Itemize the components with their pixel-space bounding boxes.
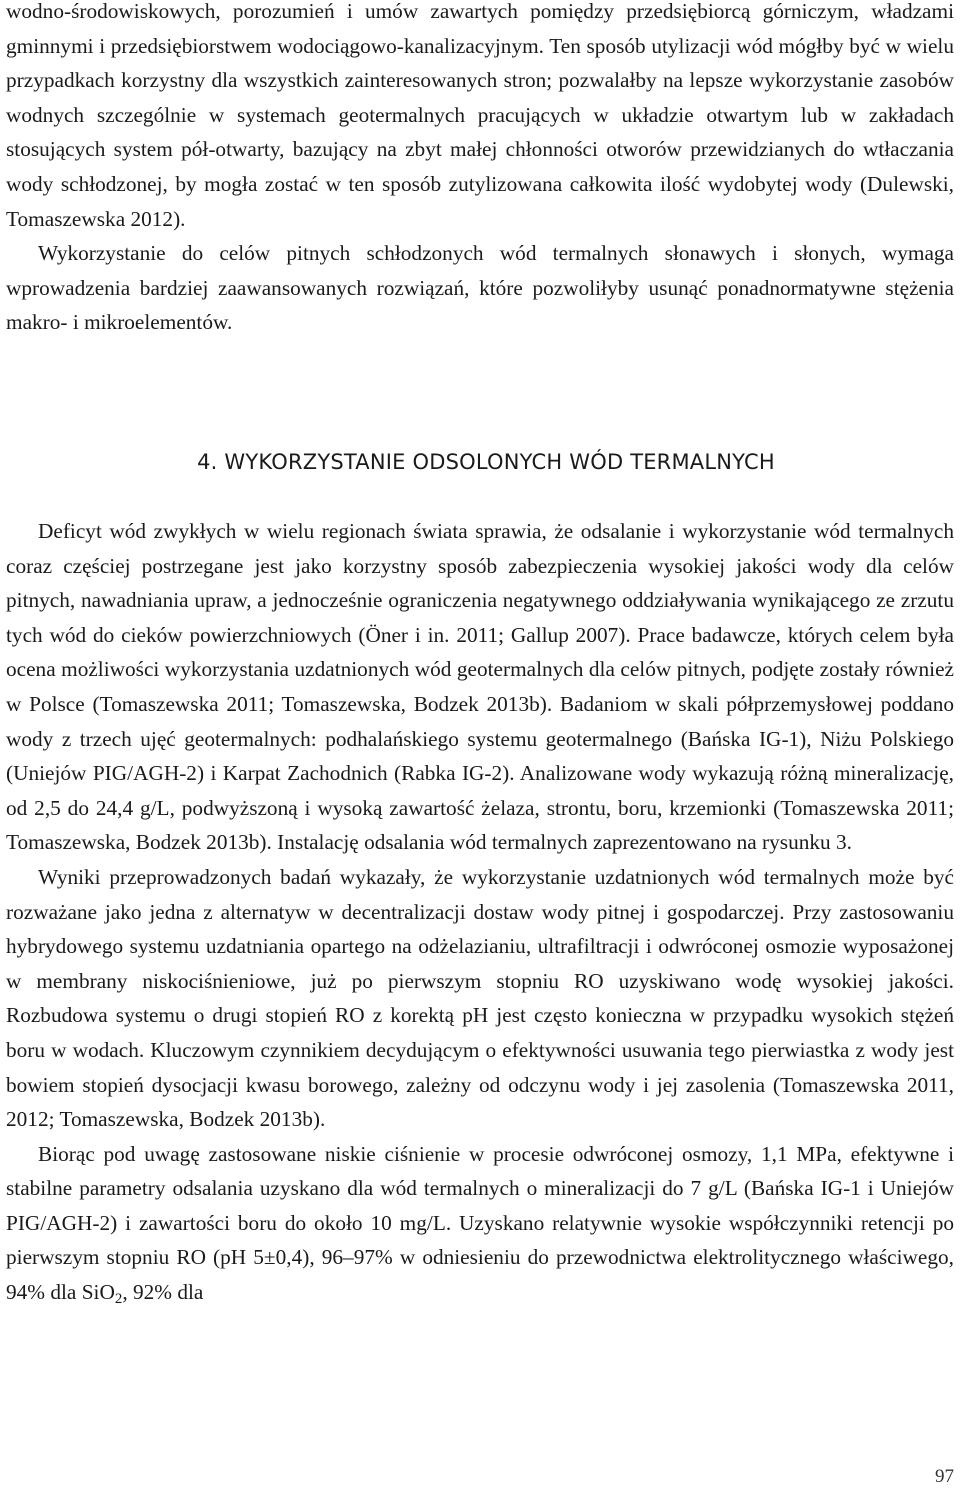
page-number: 97	[935, 1466, 954, 1487]
paragraph: Wyniki przeprowadzonych badań wykazały, że wykorzystanie uzdatnionych wód termalnych może być rozważane jako jedna z alternatyw w decentralizacji dostaw wody pitnej i gospodarczej. Przy zastosowaniu hybrydowego systemu uzdatniania opartego na odżelazianiu, ultrafiltracji i odwróconej osmozie wyposażonej w membrany niskociśnieniowe, już po pierwszym stopniu RO uzyskiwano wodę wysokiej jakości. Rozbudowa systemu o drugi stopień RO z korektą pH jest często konieczna w przypadku wysokich stężeń boru w wodach. Kluczowym czynnikiem decydującym o efektywności usuwania tego pierwiastka z wody jest bowiem stopień dysocjacji kwasu borowego, zależny od odczynu wody i jej zasolenia (Tomaszewska 2011, 2012; Tomaszewska, Bodzek 2013b).	[6, 864, 954, 1132]
paragraph: Wykorzystanie do celów pitnych schłodzonych wód termalnych słonawych i słonych, wymaga wprowadzenia bardziej zaawansowanych rozwiązań, które pozwoliłyby usunąć ponadnormatywne stężenia makro- i mikroelementów.	[6, 241, 954, 335]
paragraph-tail: , 92% dla	[122, 1280, 204, 1305]
section-heading: 4. WYKORZYSTANIE ODSOLONYCH WÓD TERMALNYCH	[197, 450, 775, 474]
subscript: 2	[114, 1291, 123, 1308]
paragraph: wodno-środowiskowych, porozumień i umów zawartych pomiędzy przedsiębiorcą górniczym, władzami gminnymi i przedsiębiorstwem wodociągowo-kanalizacyjnym. Ten sposób utylizacji wód mógłby być w wielu przypadkach korzystny dla wszystkich zainteresowanych stron; pozwalałby na lepsze wykorzystanie zasobów wodnych szczególnie w systemach geotermalnych pracujących w układzie otwartym lub w zakładach stosujących system pół-otwarty, bazujący na zbyt małej chłonności otworów przewidzianych do wtłaczania wody schłodzonej, by mogła zostać w ten sposób zutylizowana całkowita ilość wydobytej wody (Dulewski, Tomaszewska 2012).	[6, 0, 954, 231]
section-body	[6, 514, 954, 1310]
top-text-block	[6, 0, 954, 340]
paragraph: Deficyt wód zwykłych w wielu regionach świata sprawia, że odsalanie i wykorzystanie wód termalnych coraz częściej postrzegane jest jako korzystny sposób zabezpieczenia wysokiej jakości wody dla celów pitnych, nawadniania upraw, a jednocześnie ograniczenia negatywnego oddziaływania wynikającego ze zrzutu tych wód do cieków powierzchniowych (Öner i in. 2011; Gallup 2007). Prace badawcze, których celem była ocena możliwości wykorzystania uzdatnionych wód geotermalnych dla celów pitnych, podjęte zostały również w Polsce (Tomaszewska 2011; Tomaszewska, Bodzek 2013b). Badaniom w skali półprzemysłowej poddano wody z trzech ujęć geotermalnych: podhalańskiego systemu geotermalnego (Bańska IG-1), Niżu Polskiego (Uniejów PIG/AGH-2) i Karpat Zachodnich (Rabka IG-2). Analizowane wody wykazują różną mineralizację, od 2,5 do 24,4 g/L, podwyższoną i wysoką zawartość żelaza, strontu, boru, krzemionki (Tomaszewska 2011; Tomaszewska, Bodzek 2013b). Instalację odsalania wód termalnych zaprezentowano na rysunku 3.	[6, 519, 954, 855]
paragraph-text: Biorąc pod uwagę zastosowane niskie ciśnienie w procesie odwróconej osmozy, 1,1 MPa, efektywne i stabilne parametry odsalania uzyskano dla wód termalnych o mineralizacji do 7 g/L (Bańska IG-1 i Uniejów PIG/AGH-2) i zawartości boru do około 10 mg/L. Uzyskano relatywnie wysokie współczynniki retencji po pierwszym stopniu RO (pH 5±0,4), 96–97% w odniesieniu do przewodnictwa elektrolitycznego właściwego, 94% dla SiO	[6, 1141, 954, 1305]
paragraph-last	[6, 1137, 954, 1310]
